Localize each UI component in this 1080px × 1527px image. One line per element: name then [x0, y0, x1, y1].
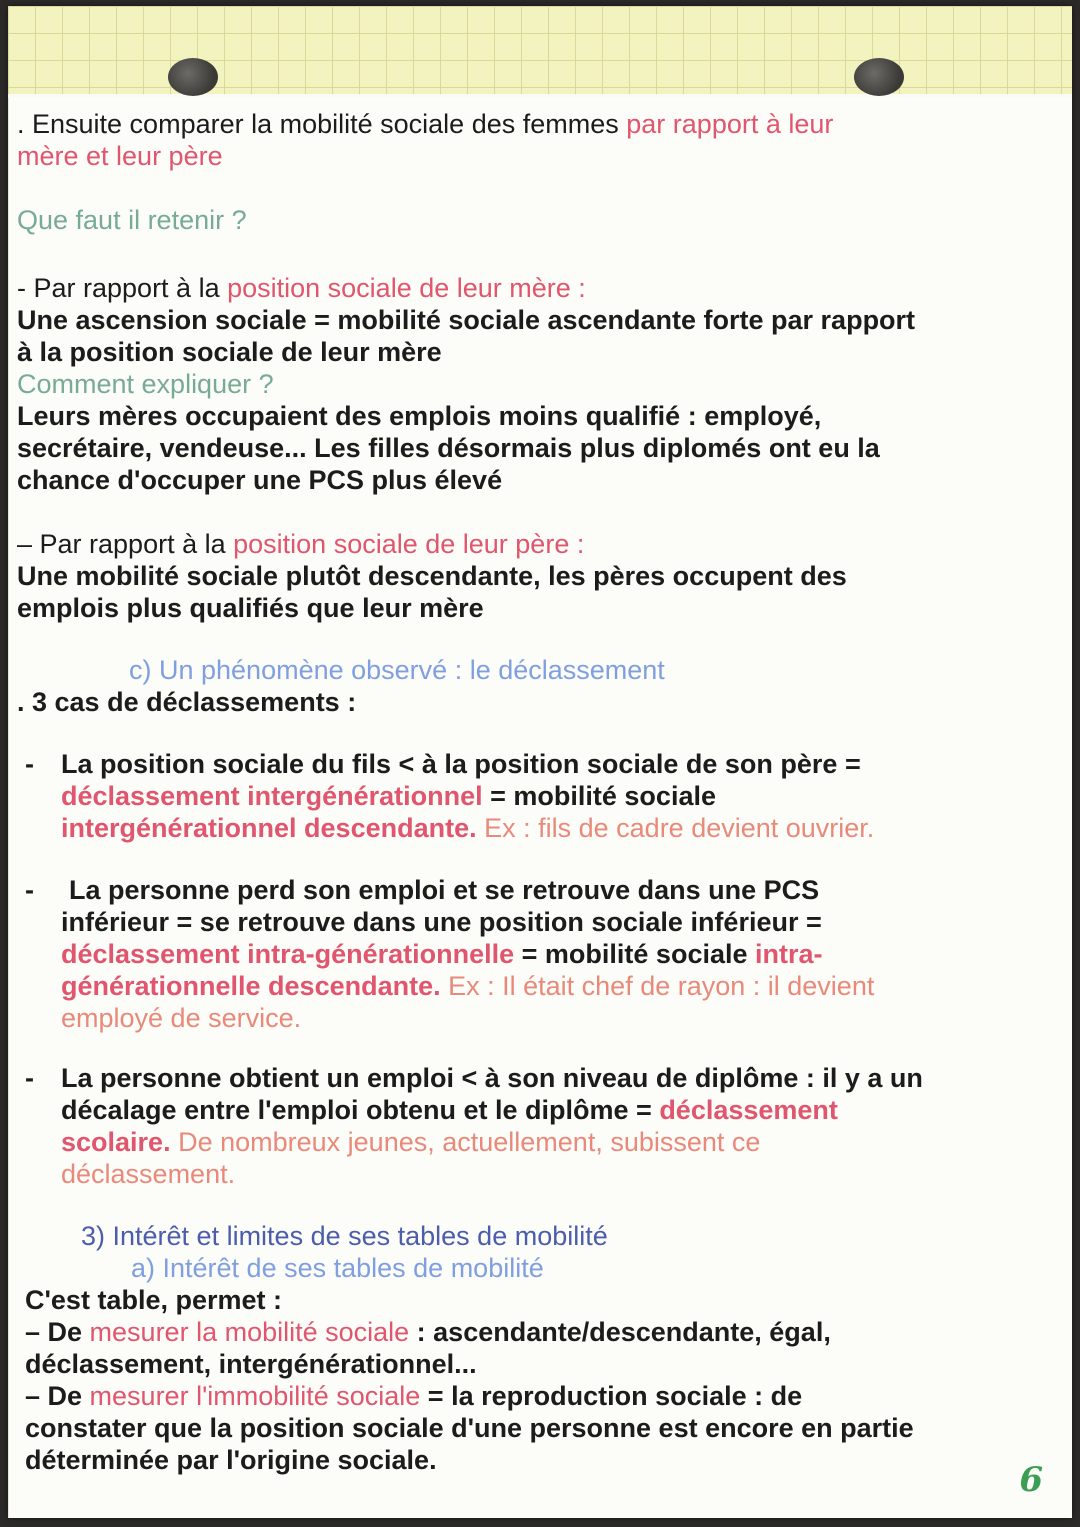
mere-explain-1: Leurs mères occupaient des emplois moins qualifié : employé,: [17, 401, 822, 431]
mere-explain-3: chance d'occuper une PCS plus élevé: [17, 465, 503, 495]
permet-item-1-dash: – De: [25, 1317, 90, 1347]
permet-item-1: [25, 1316, 831, 1348]
case2-keyword-2: intra-: [755, 939, 823, 969]
question-retenir: Que faut il retenir ?: [17, 205, 247, 235]
pere-heading-text: – Par rapport à la: [17, 529, 234, 559]
mere-question: Comment expliquer ?: [17, 369, 274, 399]
page-number: 6: [1019, 1460, 1043, 1500]
case3-line-2: [61, 1094, 838, 1126]
cases-intro: . 3 cas de déclassements :: [17, 687, 357, 717]
section-3a-heading: a) Intérêt de ses tables de mobilité: [131, 1253, 544, 1283]
mere-line-2: à la position sociale de leur mère: [17, 337, 442, 367]
permet-item-1-text: : ascendante/descendante, égal,: [409, 1317, 831, 1347]
case2-text: = mobilité sociale: [514, 939, 755, 969]
permet-item-2-text: = la reproduction sociale : de: [420, 1381, 803, 1411]
case3-example: De nombreux jeunes, actuellement, subissent ce: [170, 1127, 761, 1157]
case1-keyword: déclassement intergénérationnel: [61, 781, 483, 811]
case2-bullet: -: [25, 875, 34, 905]
note-card: [8, 98, 1072, 1518]
mere-line-1: Une ascension sociale = mobilité sociale ascendante forte par rapport: [17, 305, 916, 335]
case2-line-3: [61, 938, 823, 970]
case2-line-4: [61, 970, 874, 1002]
case1-keyword-2: intergénérationnel descendante.: [61, 813, 477, 843]
case3-bullet: -: [25, 1063, 34, 1093]
case2-line-5: employé de service.: [61, 1003, 302, 1033]
permet-item-1-line-2: déclassement, intergénérationnel...: [25, 1349, 477, 1379]
case3-keyword-2: scolaire.: [61, 1127, 171, 1157]
permet-item-2-line-3: déterminée par l'origine sociale.: [25, 1445, 437, 1475]
case1-line-3: [61, 812, 874, 844]
case1-bullet: -: [25, 749, 34, 779]
case1-line-1: La position sociale du fils < à la position sociale de son père =: [61, 749, 861, 779]
pere-line-2: emplois plus qualifiés que leur mère: [17, 593, 484, 623]
case2-line-2: inférieur = se retrouve dans une position sociale inférieur =: [61, 907, 822, 937]
mere-heading: [17, 272, 586, 304]
case2-line-1: La personne perd son emploi et se retrouve dans une PCS: [69, 875, 820, 905]
section-c-heading: c) Un phénomène observé : le déclassement: [129, 655, 665, 685]
case2-example: Ex : Il était chef de rayon : il devient: [440, 971, 875, 1001]
case1-example: Ex : fils de cadre devient ouvrier.: [476, 813, 875, 843]
notebook-page: [8, 6, 1072, 1518]
case3-line-1: La personne obtient un emploi < à son niveau de diplôme : il y a un: [61, 1063, 923, 1093]
case1-line-2: [61, 780, 716, 812]
permet-item-1-keyword: mesurer la mobilité sociale: [89, 1317, 410, 1347]
permet-item-2-keyword: mesurer l'immobilité sociale: [89, 1381, 421, 1411]
case3-line-3: [61, 1126, 760, 1158]
intro-line-2: mère et leur père: [17, 141, 223, 171]
case1-text: = mobilité sociale: [482, 781, 716, 811]
pere-line-1: Une mobilité sociale plutôt descendante, les pères occupent des: [17, 561, 847, 591]
mere-explain-2: secrétaire, vendeuse... Les filles désormais plus diplomés ont eu la: [17, 433, 880, 463]
binder-hole-right: [854, 58, 904, 96]
intro-keyword: par rapport à leur: [626, 109, 834, 139]
permet-item-2-dash: – De: [25, 1381, 90, 1411]
section-3-heading: 3) Intérêt et limites de ses tables de mobilité: [81, 1221, 608, 1251]
binder-hole-left: [168, 58, 218, 96]
permet-item-2-line-2: constater que la position sociale d'une personne est encore en partie: [25, 1413, 914, 1443]
pere-heading: [17, 528, 584, 560]
case3-line-4: déclassement.: [61, 1159, 236, 1189]
case3-text: décalage entre l'emploi obtenu et le diplôme =: [61, 1095, 660, 1125]
permet-intro: C'est table, permet :: [25, 1285, 282, 1315]
case3-keyword: déclassement: [659, 1095, 838, 1125]
case2-keyword: déclassement intra-générationnelle: [61, 939, 515, 969]
intro-line-1: [17, 108, 833, 140]
mere-heading-keyword: position sociale de leur mère :: [227, 273, 586, 303]
permet-item-2: [25, 1380, 802, 1412]
mere-heading-text: - Par rapport à la: [17, 273, 228, 303]
intro-text: . Ensuite comparer la mobilité sociale des femmes: [17, 109, 627, 139]
pere-heading-keyword: position sociale de leur père :: [233, 529, 585, 559]
case2-keyword-3: générationnelle descendante.: [61, 971, 441, 1001]
